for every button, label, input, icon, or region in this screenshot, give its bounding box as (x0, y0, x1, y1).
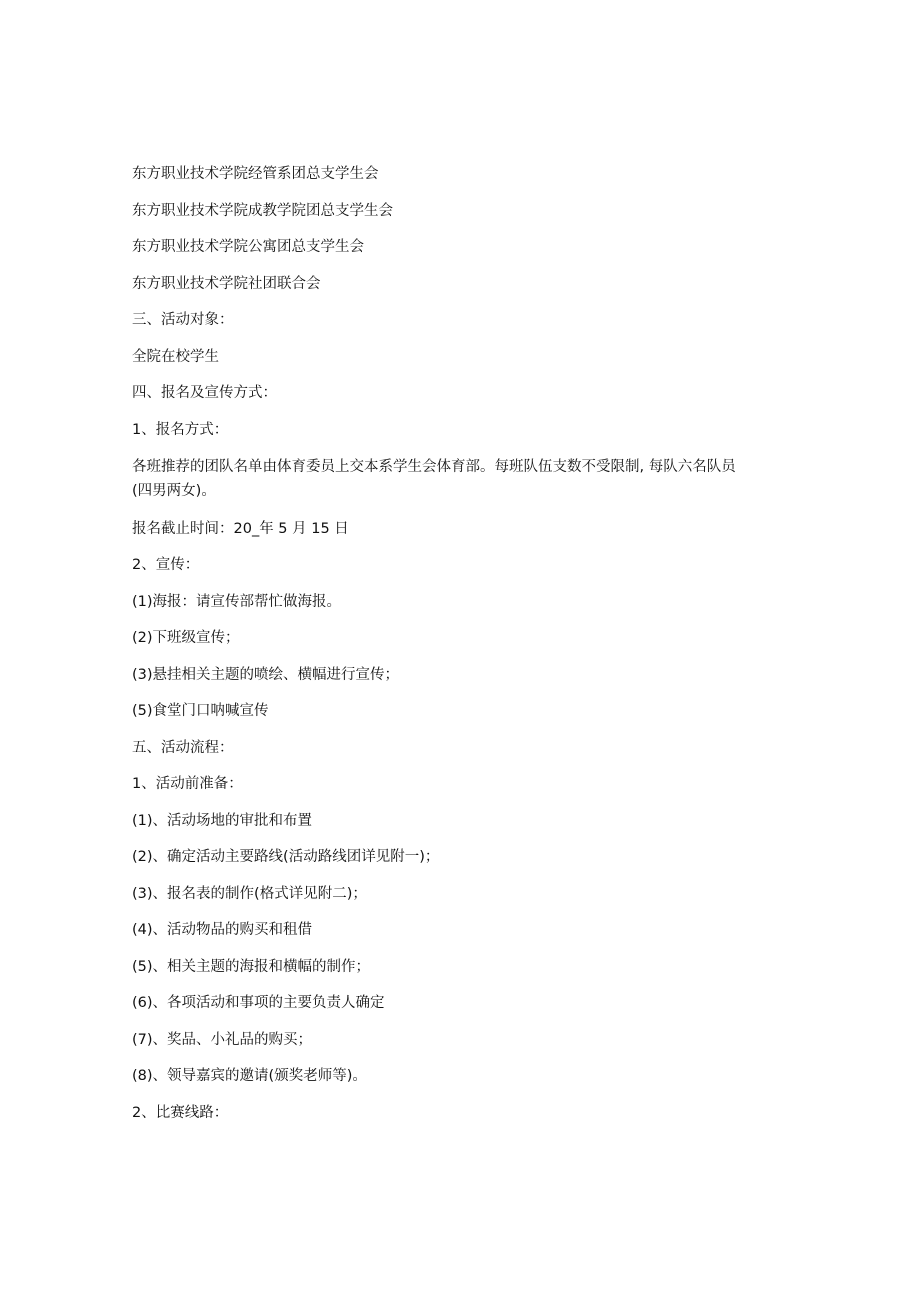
publicity-item: (2)下班级宣传； (132, 630, 240, 646)
subheading-race-route: 2、比赛线路： (132, 1104, 229, 1121)
registration-deadline: 报名截止时间：20_年 5 月 15 日 (132, 520, 349, 537)
subheading-preparation: 1、活动前准备： (132, 776, 243, 792)
publicity-item: (5)食堂门口呐喊宣传 (132, 703, 269, 719)
section-heading-target-audience: 三、活动对象： (132, 312, 234, 328)
organizer-line: 东方职业技术学院成教学院团总支学生会 (132, 202, 393, 219)
registration-description-line: 各班推荐的团队名单由体育委员上交本系学生会体育部。每班队伍支数不受限制, 每队六名队员 (132, 459, 736, 475)
subheading-publicity: 2、宣传： (132, 557, 200, 573)
preparation-item: (6)、各项活动和事项的主要负责人确定 (132, 995, 385, 1011)
organizer-line: 东方职业技术学院社团联合会 (132, 275, 321, 292)
preparation-item: (5)、相关主题的海报和横幅的制作； (132, 958, 371, 975)
subheading-registration-method: 1、报名方式： (132, 421, 229, 438)
preparation-item: (8)、领导嘉宾的邀请(颁奖老师等)。 (132, 1068, 367, 1084)
publicity-item: (3)悬挂相关主题的喷绘、横幅进行宣传； (132, 666, 400, 683)
registration-description (132, 455, 782, 503)
preparation-item: (7)、奖品、小礼品的购买； (132, 1031, 313, 1048)
preparation-item: (4)、活动物品的购买和租借 (132, 922, 313, 938)
target-audience-text: 全院在校学生 (132, 348, 219, 365)
organizer-line: 东方职业技术学院经管系团总支学生会 (132, 166, 379, 182)
document-page (132, 163, 782, 1138)
preparation-item: (3)、报名表的制作(格式详见附二)； (132, 885, 367, 902)
section-heading-activity-process: 五、活动流程： (132, 739, 234, 756)
publicity-item: (1)海报：请宣传部帮忙做海报。 (132, 593, 342, 610)
preparation-item: (2)、确定活动主要路线(活动路线团详见附一)； (132, 849, 440, 865)
section-heading-registration-publicity: 四、报名及宣传方式： (132, 385, 277, 401)
preparation-item: (1)、活动场地的审批和布置 (132, 812, 313, 829)
registration-description-line: (四男两女)。 (132, 483, 216, 499)
organizer-line: 东方职业技术学院公寓团总支学生会 (132, 239, 364, 255)
